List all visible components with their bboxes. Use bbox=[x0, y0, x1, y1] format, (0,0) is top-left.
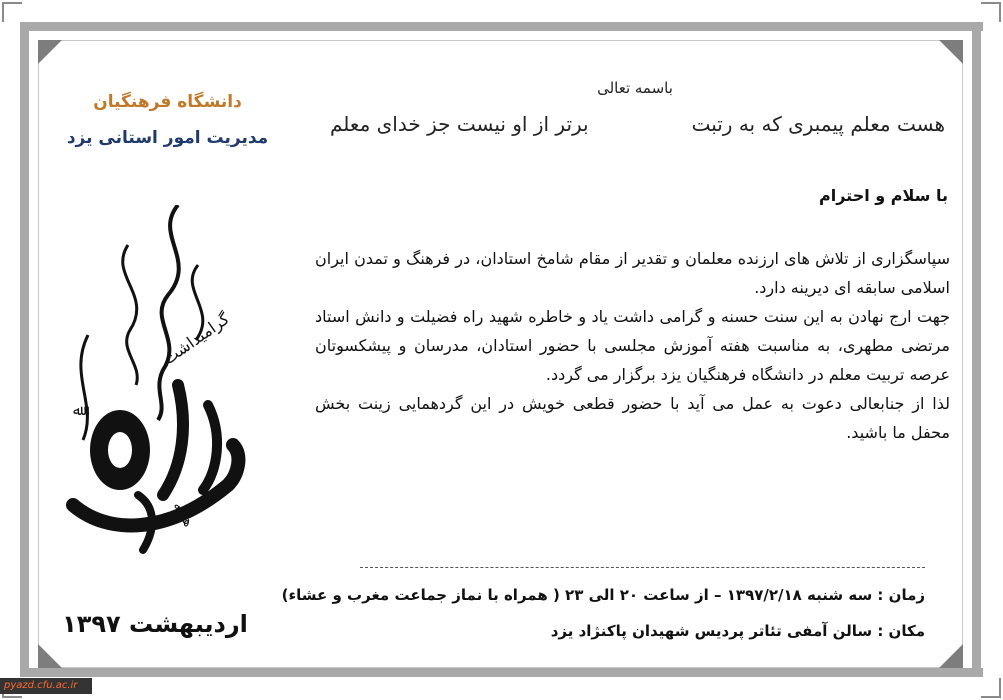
basmala: باسمه تعالی bbox=[597, 79, 673, 97]
corner-bracket-top-right bbox=[981, 2, 1001, 22]
frame-bottom bbox=[20, 668, 983, 677]
corner-ornament-top-left bbox=[38, 40, 62, 64]
department-name: مدیریت امور استانی یزد bbox=[66, 128, 269, 148]
paragraph: سپاسگزاری از تلاش های ارزنده معلمان و تقدیر از مقام شامخ استادان، در فرهنگ و تمدن ایران اسلامی سابقه ای دیرینه دارد. bbox=[315, 249, 950, 297]
svg-text:ﷲ: ﷲ bbox=[73, 403, 82, 419]
corner-bracket-top-left bbox=[2, 2, 22, 22]
greeting: با سلام و احترام bbox=[819, 186, 948, 205]
svg-text:هفته: هفته bbox=[169, 499, 197, 530]
frame-left bbox=[20, 22, 29, 677]
paragraph: جهت ارج نهادن به این سنت حسنه و گرامی داشت یاد و خاطره شهید راه فضیلت و دانش استاد مرتضی مطهری، به مناسبت هفته آموزش مجلسی با حضور استادان، مدرسان و پیشکسوتان عرصه تربیت معلم در دانشگاه فرهنگیان یزد برگزار می گردد. bbox=[315, 307, 950, 384]
paragraph: لذا از جنابعالی دعوت به عمل می آید با حضور قطعی خویش در این گردهمایی زینت بخش محفل ما باشید. bbox=[315, 394, 950, 442]
event-time: زمان : سه شنبه ۱۳۹۷/۲/۱۸ – از ساعت ۲۰ الی ۲۳ ( همراه با نماز جماعت مغرب و عشاء) bbox=[281, 586, 925, 604]
poem-hemistich-left: برتر از او نیست جز خدای معلم bbox=[330, 112, 589, 136]
calligraphy-logo bbox=[58, 205, 248, 560]
letter-body bbox=[315, 244, 950, 447]
frame-top bbox=[20, 22, 983, 31]
corner-ornament-bottom-right bbox=[939, 644, 963, 668]
poem-hemistich-right: هست معلم پیمبری که به رتبت bbox=[691, 112, 945, 136]
divider bbox=[360, 567, 925, 568]
university-name: دانشگاه فرهنگیان bbox=[93, 92, 242, 112]
corner-bracket-bottom-right bbox=[981, 678, 1001, 698]
site-watermark: pyazd.cfu.ac.ir bbox=[0, 678, 92, 694]
svg-text:گرامیداشت: گرامیداشت bbox=[159, 308, 233, 369]
document-date: اردیبهشت ۱۳۹۷ bbox=[62, 610, 248, 638]
corner-ornament-top-right bbox=[939, 40, 963, 64]
frame-right bbox=[972, 22, 981, 677]
event-location: مکان : سالن آمفی تئاتر پردیس شهیدان پاکنژاد یزد bbox=[550, 622, 925, 640]
corner-ornament-bottom-left bbox=[38, 644, 62, 668]
